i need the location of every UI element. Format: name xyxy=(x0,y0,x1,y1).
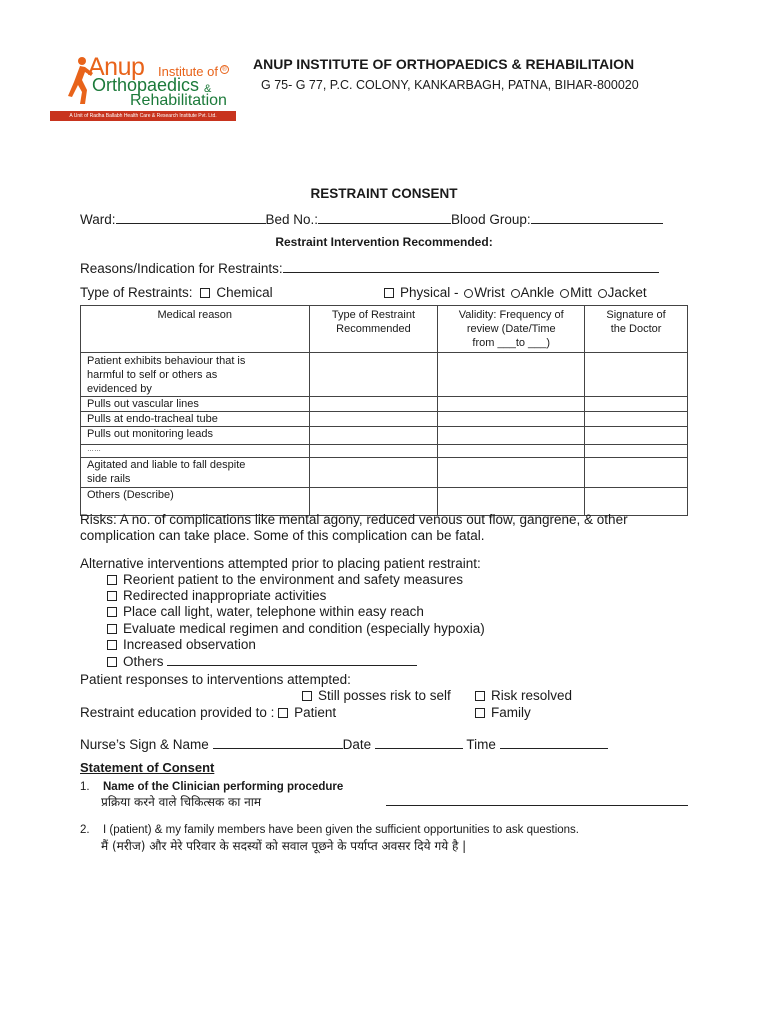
risks-line-2: complication can take place. Some of this complication can be fatal. xyxy=(80,528,485,543)
validity-cell[interactable] xyxy=(438,397,585,412)
intervention-heading: Restraint Intervention Recommended: xyxy=(275,235,493,249)
type-cell[interactable] xyxy=(309,412,438,427)
alt-others-checkbox[interactable] xyxy=(107,657,117,667)
nurse-label: Nurse’s Sign & Name xyxy=(80,737,209,752)
signoff-line xyxy=(80,737,608,753)
blood-group-field[interactable] xyxy=(531,212,663,224)
jacket-label: Jacket xyxy=(607,285,647,300)
consent-heading: Statement of Consent xyxy=(80,760,215,775)
risk-resolved-checkbox[interactable] xyxy=(475,691,485,701)
alt-reorient-checkbox[interactable] xyxy=(107,575,117,585)
consent-item-2-hi: मैं (मरीज) और मेरे परिवार के सदस्यों को सवाल पूछने के पर्याप्त अवसर दिये गये है | xyxy=(101,839,467,853)
org-address: G 75- G 77, P.C. COLONY, KANKARBAGH, PATNA, BIHAR-800020 xyxy=(261,78,639,92)
response-still-risk: Still posses risk to self xyxy=(302,688,451,704)
logo-anup-text: Anup xyxy=(88,53,145,81)
time-field[interactable] xyxy=(500,737,608,749)
ankle-radio[interactable] xyxy=(511,289,520,298)
risks-line-1: Risks: A no. of complications like mental agony, reduced venous out flow, gangrene, & other xyxy=(80,512,628,527)
ward-label: Ward: xyxy=(80,212,116,227)
date-label: Date xyxy=(342,737,372,752)
org-name: ANUP INSTITUTE OF ORTHOPAEDICS & REHABILITAION xyxy=(253,56,635,72)
blood-group-label: Blood Group: xyxy=(451,212,531,227)
wrist-label: Wrist xyxy=(474,285,505,300)
wrist-radio[interactable] xyxy=(464,289,473,298)
alt-call-light-checkbox[interactable] xyxy=(107,607,117,617)
logo-band: A Unit of Radha Ballabh Health Care & Research Institute Pvt. Ltd. xyxy=(50,111,236,121)
chemical-label: Chemical xyxy=(216,285,273,300)
type-cell[interactable] xyxy=(309,427,438,445)
physical-checkbox[interactable] xyxy=(384,288,394,298)
education-label: Restraint education provided to : xyxy=(80,705,275,720)
consent-item-2-number: 2. xyxy=(80,824,90,836)
alternatives-heading: Alternative interventions attempted prior to placing patient restraint: xyxy=(80,556,481,571)
education-family-checkbox[interactable] xyxy=(475,708,485,718)
reasons-label: Reasons/Indication for Restraints: xyxy=(80,261,283,276)
restraint-type-line xyxy=(80,285,273,301)
education-patient-label: Patient xyxy=(294,705,337,720)
table-row xyxy=(81,353,688,397)
header-validity: Validity: Frequency of review (Date/Time from ___to ___) xyxy=(438,306,585,353)
table-row xyxy=(81,397,688,412)
alt-redirected: Redirected inappropriate activities xyxy=(107,588,326,604)
consent-item-2-en: I (patient) & my family members have been given the sufficient opportunities to ask questions. xyxy=(103,824,580,836)
consent-item-1-number: 1. xyxy=(80,781,90,793)
still-risk-checkbox[interactable] xyxy=(302,691,312,701)
alt-others-field[interactable] xyxy=(167,654,417,666)
signature-cell[interactable] xyxy=(585,353,688,397)
signature-cell[interactable] xyxy=(585,445,688,458)
reason-cell: Agitated and liable to fall despite side rails xyxy=(81,458,310,488)
logo-institute-text: Institute of xyxy=(158,64,218,79)
type-cell[interactable] xyxy=(309,353,438,397)
responses-heading: Patient responses to interventions attempted: xyxy=(80,672,351,687)
jacket-radio[interactable] xyxy=(598,289,607,298)
alt-observation: Increased observation xyxy=(107,637,256,653)
alt-redirected-checkbox[interactable] xyxy=(107,591,117,601)
mitt-radio[interactable] xyxy=(560,289,569,298)
reason-cell: Pulls out vascular lines xyxy=(81,397,310,412)
physical-label: Physical - xyxy=(400,285,459,300)
education-line xyxy=(80,705,336,721)
signature-cell[interactable] xyxy=(585,412,688,427)
education-family: Family xyxy=(475,705,531,721)
logo-rehabilitation-text: Rehabilitation xyxy=(130,92,227,109)
ankle-label: Ankle xyxy=(520,285,555,300)
alt-reorient: Reorient patient to the environment and safety measures xyxy=(107,572,463,588)
signature-cell[interactable] xyxy=(585,427,688,445)
alt-evaluate: Evaluate medical regimen and condition (especially hypoxia) xyxy=(107,621,485,637)
bed-field[interactable] xyxy=(318,212,451,224)
nurse-field[interactable] xyxy=(213,737,343,749)
type-cell[interactable] xyxy=(309,397,438,412)
type-label: Type of Restraints: xyxy=(80,285,193,300)
date-field[interactable] xyxy=(375,737,463,749)
header-signature: Signature of the Doctor xyxy=(585,306,688,353)
reason-cell: …… xyxy=(81,445,310,458)
header-type-of-restraint: Type of Restraint Recommended xyxy=(309,306,438,353)
education-patient-checkbox[interactable] xyxy=(278,708,288,718)
physical-options-line xyxy=(384,285,647,301)
table-row xyxy=(81,427,688,445)
reason-cell: Patient exhibits behaviour that is harmful to self or others as evidenced by xyxy=(81,353,310,397)
alt-others: Others xyxy=(107,654,417,670)
response-resolved: Risk resolved xyxy=(475,688,572,704)
reasons-field[interactable] xyxy=(283,261,659,273)
consent-item-1-en: Name of the Clinician performing procedure xyxy=(103,781,344,793)
reasons-line xyxy=(80,261,659,277)
logo-ampersand: & xyxy=(204,83,212,95)
chemical-checkbox[interactable] xyxy=(200,288,210,298)
validity-cell[interactable] xyxy=(438,353,585,397)
table-header-row xyxy=(81,306,688,353)
alt-evaluate-checkbox[interactable] xyxy=(107,624,117,634)
table-row xyxy=(81,458,688,488)
form-title: RESTRAINT CONSENT xyxy=(310,186,458,201)
table-row xyxy=(81,412,688,427)
restraint-table xyxy=(80,305,688,516)
registered-mark: ® xyxy=(220,65,229,74)
alt-observation-checkbox[interactable] xyxy=(107,640,117,650)
reason-cell: Pulls at endo-tracheal tube xyxy=(81,412,310,427)
type-cell[interactable] xyxy=(309,458,438,488)
validity-cell[interactable] xyxy=(438,445,585,458)
logo-orthopaedics-text: Orthopaedics xyxy=(92,75,200,95)
time-label: Time xyxy=(466,737,496,752)
consent-item-1-hi: प्रक्रिया करने वाले चिकित्सक का नाम xyxy=(101,795,262,809)
validity-cell[interactable] xyxy=(438,427,585,445)
signature-cell[interactable] xyxy=(585,458,688,488)
bed-label: Bed No.: xyxy=(265,212,319,227)
alt-call-light: Place call light, water, telephone within easy reach xyxy=(107,604,424,620)
mitt-label: Mitt xyxy=(570,285,592,300)
validity-cell[interactable] xyxy=(438,412,585,427)
validity-cell[interactable] xyxy=(438,458,585,488)
ward-line xyxy=(80,212,663,228)
ward-field[interactable] xyxy=(116,212,266,224)
table-row xyxy=(81,445,688,458)
institute-logo xyxy=(62,54,237,122)
signature-cell[interactable] xyxy=(585,397,688,412)
reason-cell: Pulls out monitoring leads xyxy=(81,427,310,445)
type-cell[interactable] xyxy=(309,445,438,458)
reason-cell: Others (Describe) xyxy=(81,488,310,516)
header-medical-reason: Medical reason xyxy=(81,306,310,353)
clinician-name-field[interactable] xyxy=(386,794,688,806)
